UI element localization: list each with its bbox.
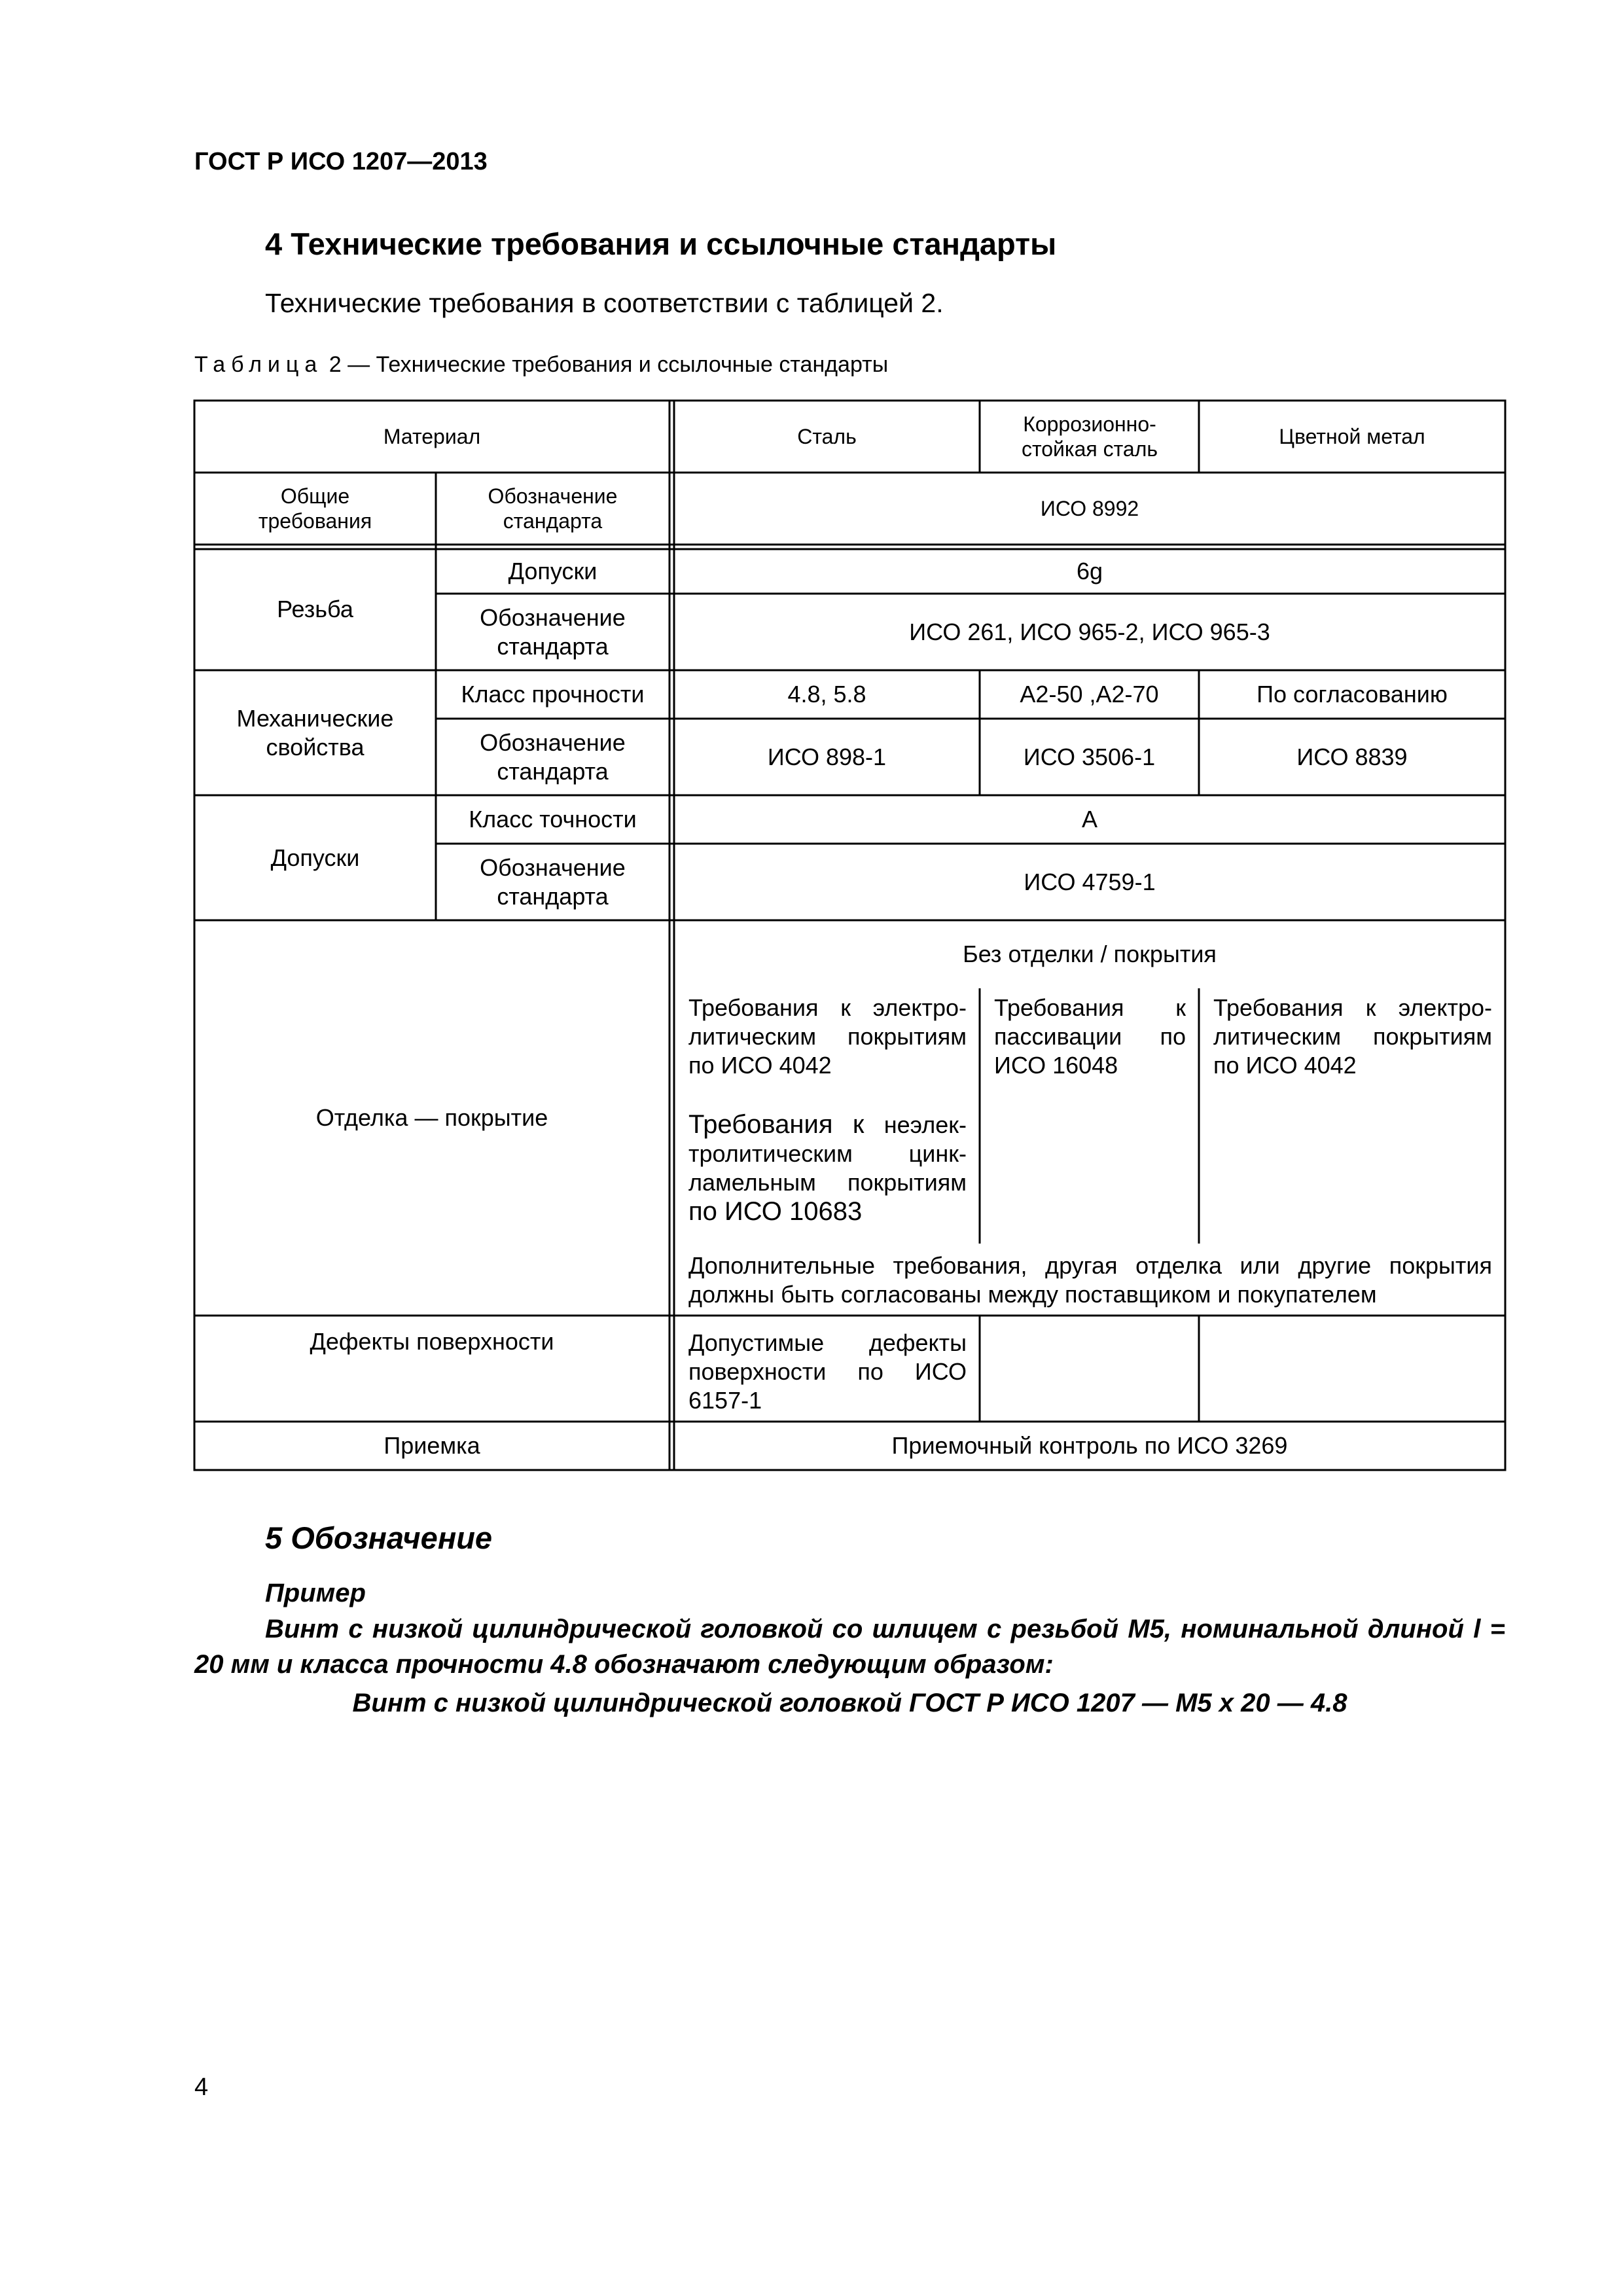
- mechanical-class-stainless: А2-50 ,А2-70: [1020, 681, 1159, 708]
- acceptance-label: Приемка: [383, 1432, 480, 1460]
- mechanical-std-nonferrous: ИСО 8839: [1296, 743, 1408, 770]
- header-material: Материал: [383, 424, 481, 448]
- header-stainless: Коррозионно-стойкая сталь: [1021, 412, 1158, 461]
- general-label: Общие требования: [258, 484, 372, 533]
- finish-steel-zinc-flake-2: к: [852, 1110, 865, 1139]
- mechanical-class-steel: 4.8, 5.8: [787, 681, 866, 708]
- document-header: ГОСТ Р ИСО 1207—2013: [194, 148, 488, 175]
- mechanical-std-stainless: ИСО 3506-1: [1023, 743, 1156, 770]
- section-4-title: 4 Технические требования и ссылочные стандарты: [265, 226, 1057, 261]
- header-nonferrous: Цветной метал: [1279, 424, 1425, 448]
- finish-nonferrous-electrolytic: Требования к электро-литическим покрытиям по ИСО 4042: [1213, 994, 1492, 1079]
- general-value: ИСО 8992: [1040, 496, 1139, 520]
- defects-steel: Допустимые дефекты поверхности по ИСО 6157-1: [688, 1329, 967, 1414]
- section-4-intro: Технические требования в соответствии с таблицей 2.: [265, 288, 944, 318]
- thread-tolerances: Допуски: [508, 558, 597, 585]
- acceptance-value: Приемочный контроль по ИСО 3269: [891, 1432, 1288, 1460]
- table-caption-prefix: Таблица: [194, 352, 323, 377]
- thread-designation: Обозначение стандарта: [480, 604, 626, 660]
- mechanical-class: Класс прочности: [461, 681, 645, 708]
- mechanical-std-steel: ИСО 898-1: [767, 743, 887, 770]
- finish-label: Отделка — покрытие: [315, 1104, 548, 1132]
- example-text: Винт с низкой цилиндрической головкой со шлицем с резьбой М5, номинальной длиной l = 20 мм и класса прочности 4.8 обозначают следующим образом:: [194, 1615, 1505, 1679]
- page-number: 4: [194, 2073, 209, 2101]
- tolerances-designation: Обозначение стандарта: [480, 854, 626, 910]
- finish-steel-zinc-flake-3: неэлек-тролитическим цинк-ламельным покрытиям: [688, 1111, 967, 1196]
- tolerances-class-value: A: [1081, 806, 1097, 833]
- example-designation: Винт с низкой цилиндрической головкой ГОСТ Р ИСО 1207 — М5 х 20 — 4.8: [352, 1689, 1347, 1717]
- defects-label: Дефекты поверхности: [310, 1328, 554, 1355]
- tolerances-class: Класс точности: [469, 806, 637, 833]
- general-designation: Обозначение стандарта: [488, 484, 618, 533]
- thread-designation-value: ИСО 261, ИСО 965-2, ИСО 965-3: [909, 618, 1270, 645]
- table-caption: [194, 352, 888, 378]
- section-5-title: 5 Обозначение: [265, 1520, 493, 1555]
- thread-label: Резьба: [277, 596, 353, 622]
- finish-no-finish: Без отделки / покрытия: [963, 941, 1217, 968]
- finish-stainless-passivation: Требования к пассивации по ИСО 16048: [994, 994, 1186, 1079]
- thread-tolerances-value: 6g: [1076, 558, 1103, 585]
- finish-steel-zinc-flake-4: по ИСО 10683: [688, 1197, 863, 1226]
- mechanical-class-nonferrous: По согласованию: [1257, 681, 1448, 708]
- mechanical-designation: Обозначение стандарта: [480, 729, 626, 785]
- table-caption-text: 2 — Технические требования и ссылочные стандарты: [323, 352, 889, 377]
- example-label: Пример: [265, 1579, 366, 1607]
- finish-additional: Дополнительные требования, другая отделка или другие покрытия должны быть согласованы между поставщиком и покупателем: [688, 1252, 1492, 1308]
- tolerances-designation-value: ИСО 4759-1: [1024, 868, 1156, 895]
- finish-steel-electrolytic: Требования к электро-литическим покрытиям по ИСО 4042: [688, 994, 967, 1079]
- finish-steel-zinc-flake-1: Требования: [688, 1110, 833, 1139]
- mechanical-label: Механические свойства: [236, 705, 394, 761]
- header-steel: Сталь: [797, 424, 857, 448]
- finish-steel-zinc-flake: [688, 1110, 967, 1227]
- tolerances-label: Допуски: [270, 844, 360, 871]
